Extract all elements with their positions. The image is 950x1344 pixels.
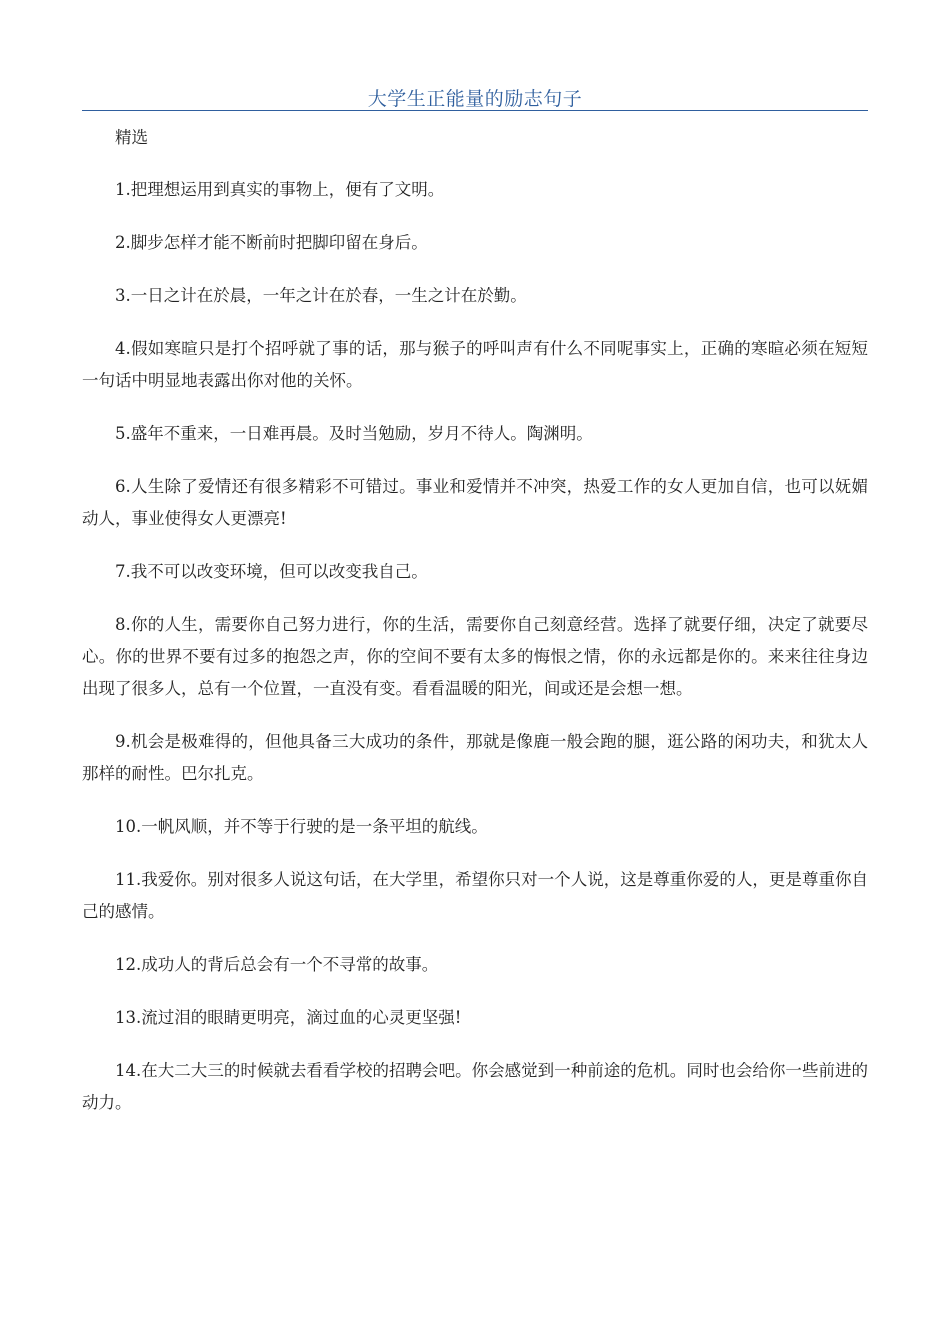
quote-item-9: 9.机会是极难得的，但他具备三大成功的条件，那就是像鹿一般会跑的腿，逛公路的闲功夫，和犹太人那样的耐性。巴尔扎克。 — [82, 732, 868, 783]
quote-item-7: 7.我不可以改变环境，但可以改变我自己。 — [115, 562, 428, 581]
quote-item-1: 1.把理想运用到真实的事物上，便有了文明。 — [115, 180, 445, 199]
quote-item-2: 2.脚步怎样才能不断前时把脚印留在身后。 — [115, 233, 428, 252]
quote-item-5: 5.盛年不重来，一日难再晨。及时当勉励，岁月不待人。陶渊明。 — [115, 424, 593, 443]
quote-item-3: 3.一日之计在於晨，一年之计在於春，一生之计在於勤。 — [115, 286, 527, 305]
quote-item-4: 4.假如寒暄只是打个招呼就了事的话，那与猴子的呼叫声有什么不同呢事实上，正确的寒暄必须在短短一句话中明显地表露出你对他的关怀。 — [82, 339, 868, 390]
quote-item-8: 8.你的人生，需要你自己努力进行，你的生活，需要你自己刻意经营。选择了就要仔细，决定了就要尽心。你的世界不要有过多的抱怨之声，你的空间不要有太多的悔恨之情，你的永远都是你的。来来往往身边出现了很多人，总有一个位置，一直没有变。看看温暖的阳光，间或还是会想一想。 — [82, 615, 868, 698]
quote-item-14: 14.在大二大三的时候就去看看学校的招聘会吧。你会感觉到一种前途的危机。同时也会给你一些前进的动力。 — [82, 1061, 868, 1112]
document-title: 大学生正能量的励志句子 — [367, 88, 583, 110]
quote-item-12: 12.成功人的背后总会有一个不寻常的故事。 — [115, 955, 439, 974]
quote-item-13: 13.流过泪的眼睛更明亮，滴过血的心灵更坚强! — [115, 1008, 462, 1027]
page-header — [82, 80, 868, 111]
document-body — [82, 122, 868, 1140]
quote-item-6: 6.人生除了爱情还有很多精彩不可错过。事业和爱情并不冲突，热爱工作的女人更加自信，也可以妩媚动人，事业使得女人更漂亮! — [82, 477, 868, 528]
intro-paragraph: 精选 — [115, 128, 148, 147]
quote-item-10: 10.一帆风顺，并不等于行驶的是一条平坦的航线。 — [115, 817, 488, 836]
quote-item-11: 11.我爱你。别对很多人说这句话，在大学里，希望你只对一个人说，这是尊重你爱的人，更是尊重你自己的感情。 — [82, 870, 868, 921]
